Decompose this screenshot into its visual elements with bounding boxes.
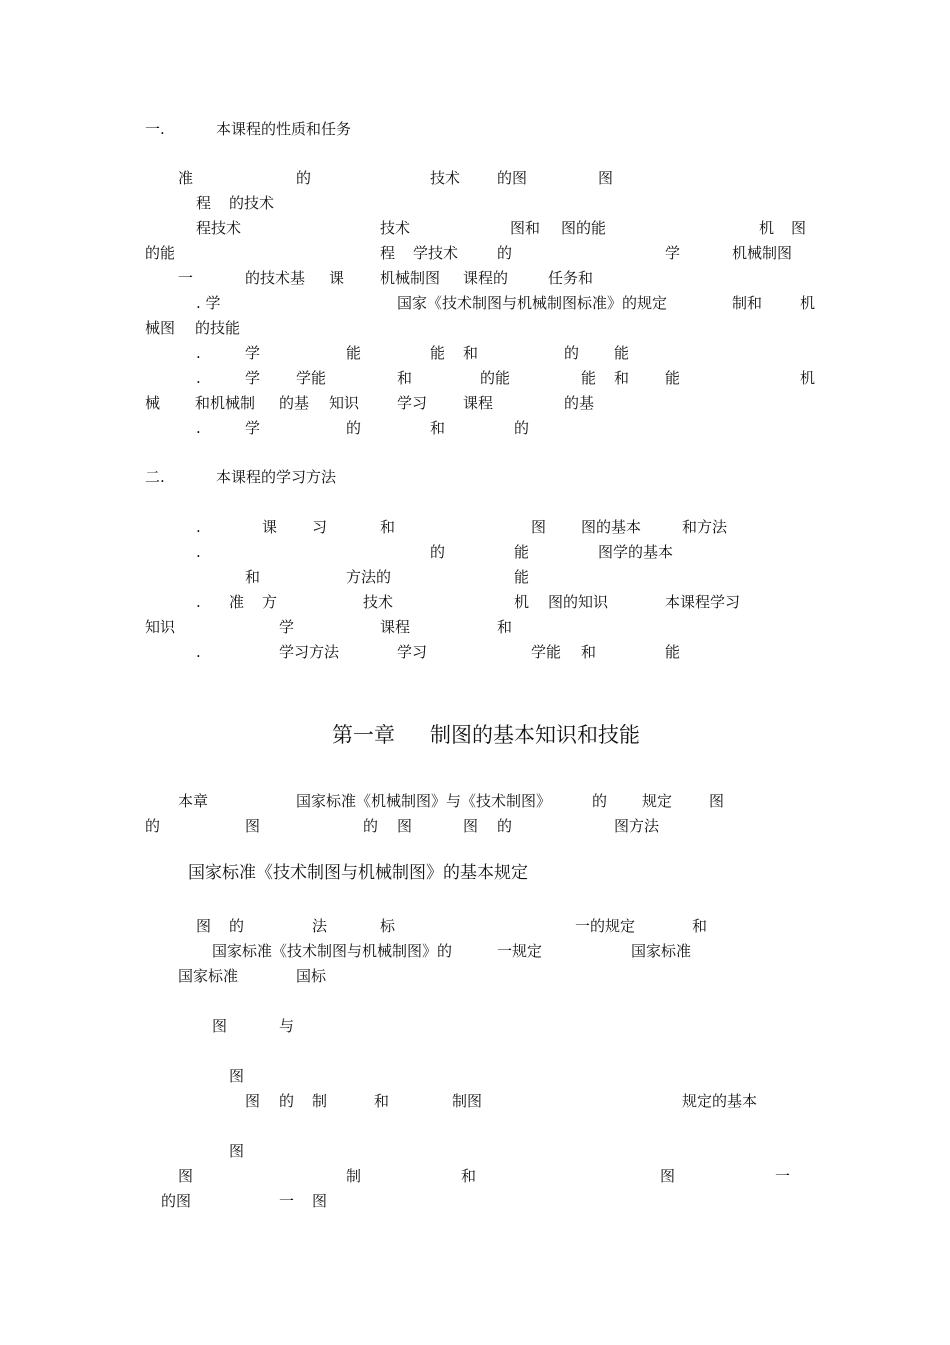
text-fragment: 图 — [397, 817, 413, 835]
text-fragment: 一规定 — [497, 942, 543, 960]
text-line — [0, 193, 950, 217]
text-fragment: 机械制图 — [732, 244, 793, 262]
text-fragment: 标 — [380, 917, 396, 935]
text-fragment: 技术 — [380, 219, 411, 237]
text-fragment: 和 — [245, 568, 261, 586]
text-fragment: 制 — [312, 1092, 328, 1110]
text-line — [0, 966, 950, 990]
text-fragment: 准 — [178, 169, 194, 187]
text-fragment: 机 — [800, 294, 816, 312]
text-line — [0, 791, 950, 815]
text-fragment: 图学的基本 — [598, 543, 674, 561]
text-fragment: 图 — [229, 1067, 245, 1085]
text-fragment: 和 — [461, 1167, 477, 1185]
text-fragment: 的基 — [564, 394, 595, 412]
text-fragment: 能 — [614, 344, 630, 362]
text-fragment: 能 — [665, 369, 681, 387]
text-fragment: 技术 — [363, 593, 394, 611]
text-line — [0, 218, 950, 242]
text-line — [0, 318, 950, 342]
text-fragment: 任务和 — [548, 269, 594, 287]
text-fragment: 的技术基 — [245, 269, 306, 287]
text-line — [0, 592, 950, 616]
text-fragment: 图 — [178, 1167, 194, 1185]
text-fragment: 制 — [346, 1167, 362, 1185]
text-line — [0, 243, 950, 267]
text-fragment: 技术 — [430, 169, 461, 187]
text-fragment: 的基 — [279, 394, 310, 412]
text-line — [0, 268, 950, 292]
text-fragment: . — [196, 643, 201, 661]
text-fragment: 制图 — [452, 1092, 483, 1110]
text-fragment: 图的知识 — [548, 593, 609, 611]
text-fragment: 能 — [514, 568, 530, 586]
text-fragment: 规定的基本 — [682, 1092, 758, 1110]
text-fragment: 的 — [430, 543, 446, 561]
text-fragment: 图的基本 — [581, 518, 642, 536]
text-fragment: 课程 — [380, 618, 411, 636]
text-fragment: 学习方法 — [279, 643, 340, 661]
text-line — [0, 642, 950, 666]
text-fragment: 和 — [430, 419, 446, 437]
text-fragment: 能 — [665, 643, 681, 661]
text-fragment: 规定 — [642, 792, 673, 810]
text-fragment: 的 — [296, 169, 312, 187]
text-fragment: 的 — [346, 419, 362, 437]
text-fragment: 方法的 — [346, 568, 392, 586]
section-2-number: 二. — [145, 468, 165, 486]
text-fragment: 的能 — [480, 369, 511, 387]
text-fragment: 和 — [614, 369, 630, 387]
text-fragment: 国家标准 — [631, 942, 692, 960]
text-fragment: 课 — [262, 518, 278, 536]
text-line — [0, 941, 950, 965]
text-line — [0, 816, 950, 840]
text-fragment: 图 — [212, 1017, 228, 1035]
text-fragment: 学 — [245, 344, 261, 362]
chapter-number: 第一章 — [332, 723, 395, 747]
text-fragment: 和 — [497, 618, 513, 636]
text-line — [0, 293, 950, 317]
text-fragment: 的图 — [497, 169, 528, 187]
text-fragment: 一的规定 — [575, 917, 636, 935]
text-fragment: 和 — [463, 344, 479, 362]
text-fragment: 图的能 — [561, 219, 607, 237]
text-fragment: 和 — [397, 369, 413, 387]
text-fragment: 制和 — [732, 294, 763, 312]
text-fragment: 机 — [514, 593, 530, 611]
text-fragment: 的 — [145, 817, 161, 835]
text-fragment: 能 — [346, 344, 362, 362]
text-fragment: 的 — [564, 344, 580, 362]
text-fragment: 法 — [312, 917, 328, 935]
text-fragment: 知识 — [145, 618, 176, 636]
text-fragment: 和 — [380, 518, 396, 536]
text-fragment: 学 — [245, 369, 261, 387]
section-1-number: 一. — [145, 120, 165, 138]
text-fragment: 程技术 — [196, 219, 242, 237]
text-line — [0, 517, 950, 541]
text-line — [0, 1166, 950, 1190]
text-fragment: 方 — [262, 593, 278, 611]
text-fragment: 国标 — [296, 967, 327, 985]
text-fragment: 图 — [245, 1092, 261, 1110]
text-fragment: 的能 — [145, 244, 176, 262]
text-fragment: 的 — [592, 792, 608, 810]
text-line — [0, 1191, 950, 1215]
text-fragment: . — [196, 593, 201, 611]
text-fragment: 图 — [229, 1142, 245, 1160]
text-fragment: 和 — [581, 643, 597, 661]
text-fragment: . 学 — [196, 294, 221, 312]
text-fragment: 和 — [374, 1092, 390, 1110]
text-fragment: 图 — [791, 219, 807, 237]
text-fragment: 能 — [514, 543, 530, 561]
text-line — [0, 168, 950, 192]
text-fragment: 学习 — [397, 394, 428, 412]
text-fragment: 的技能 — [195, 319, 241, 337]
text-line — [0, 617, 950, 641]
text-fragment: 课程 — [463, 394, 494, 412]
text-fragment: 学技术 — [413, 244, 459, 262]
text-fragment: 图 — [312, 1192, 328, 1210]
text-fragment: 课程的 — [463, 269, 509, 287]
text-fragment: 图和 — [510, 219, 541, 237]
text-line — [0, 1066, 950, 1090]
text-fragment: 课 — [329, 269, 345, 287]
text-line — [0, 343, 950, 367]
text-fragment: 的 — [497, 817, 513, 835]
text-fragment: 能 — [581, 369, 597, 387]
text-line — [0, 916, 950, 940]
section-2-title: 本课程的学习方法 — [216, 468, 337, 486]
text-line — [0, 368, 950, 392]
text-fragment: 本章 — [178, 792, 209, 810]
text-fragment: 本课程学习 — [665, 593, 741, 611]
text-line — [0, 418, 950, 442]
text-fragment: 程 — [380, 244, 396, 262]
text-fragment: 机 — [800, 369, 816, 387]
text-fragment: 与 — [279, 1017, 295, 1035]
text-fragment: 的技术 — [229, 194, 275, 212]
text-fragment: 的 — [497, 244, 513, 262]
text-line — [0, 1016, 950, 1040]
text-fragment: . — [196, 518, 201, 536]
text-fragment: 学能 — [296, 369, 327, 387]
text-fragment: 的 — [363, 817, 379, 835]
text-fragment: . — [196, 369, 201, 387]
text-fragment: 一 — [178, 269, 194, 287]
text-fragment: 和机械制 — [195, 394, 256, 412]
chapter-title: 制图的基本知识和技能 — [430, 723, 640, 747]
text-fragment: 程 — [196, 194, 212, 212]
text-line — [0, 1141, 950, 1165]
text-fragment: . — [196, 543, 201, 561]
text-fragment: 学能 — [531, 643, 562, 661]
text-fragment: 图 — [709, 792, 725, 810]
text-fragment: 学习 — [397, 643, 428, 661]
text-fragment: 的 — [229, 917, 245, 935]
text-fragment: 图 — [245, 817, 261, 835]
text-fragment: 能 — [430, 344, 446, 362]
text-line — [0, 1091, 950, 1115]
text-fragment: 图 — [531, 518, 547, 536]
subsection-title: 国家标准《技术制图与机械制图》的基本规定 — [188, 863, 528, 883]
text-fragment: 准 — [229, 593, 245, 611]
text-fragment: 的 — [514, 419, 530, 437]
text-fragment: 学 — [279, 618, 295, 636]
text-fragment: . — [196, 344, 201, 362]
text-fragment: 机 — [759, 219, 775, 237]
text-fragment: 知识 — [329, 394, 360, 412]
text-fragment: 图 — [463, 817, 479, 835]
text-fragment: 国家《技术制图与机械制图标准》的规定 — [397, 294, 668, 312]
text-line — [0, 393, 950, 417]
text-fragment: 图方法 — [614, 817, 660, 835]
text-fragment: 械图 — [145, 319, 176, 337]
text-fragment: 一 — [279, 1192, 295, 1210]
text-fragment: 机械制图 — [380, 269, 441, 287]
text-fragment: 学 — [665, 244, 681, 262]
text-fragment: 的图 — [161, 1192, 192, 1210]
text-fragment: 国家标准 — [178, 967, 239, 985]
text-fragment: 的 — [279, 1092, 295, 1110]
text-fragment: . — [196, 419, 201, 437]
text-fragment: 习 — [312, 518, 328, 536]
text-fragment: 和 — [692, 917, 708, 935]
text-fragment: 图 — [660, 1167, 676, 1185]
text-fragment: 械 — [145, 394, 161, 412]
text-line — [0, 542, 950, 566]
section-1-title: 本课程的性质和任务 — [216, 120, 352, 138]
text-line — [0, 567, 950, 591]
text-fragment: 一 — [775, 1167, 791, 1185]
text-fragment: 国家标准《机械制图》与《技术制图》 — [296, 792, 552, 810]
text-fragment: 学 — [245, 419, 261, 437]
text-fragment: 图 — [598, 169, 614, 187]
text-fragment: 国家标准《技术制图与机械制图》的 — [212, 942, 453, 960]
text-fragment: 和方法 — [682, 518, 728, 536]
text-fragment: 图 — [196, 917, 212, 935]
